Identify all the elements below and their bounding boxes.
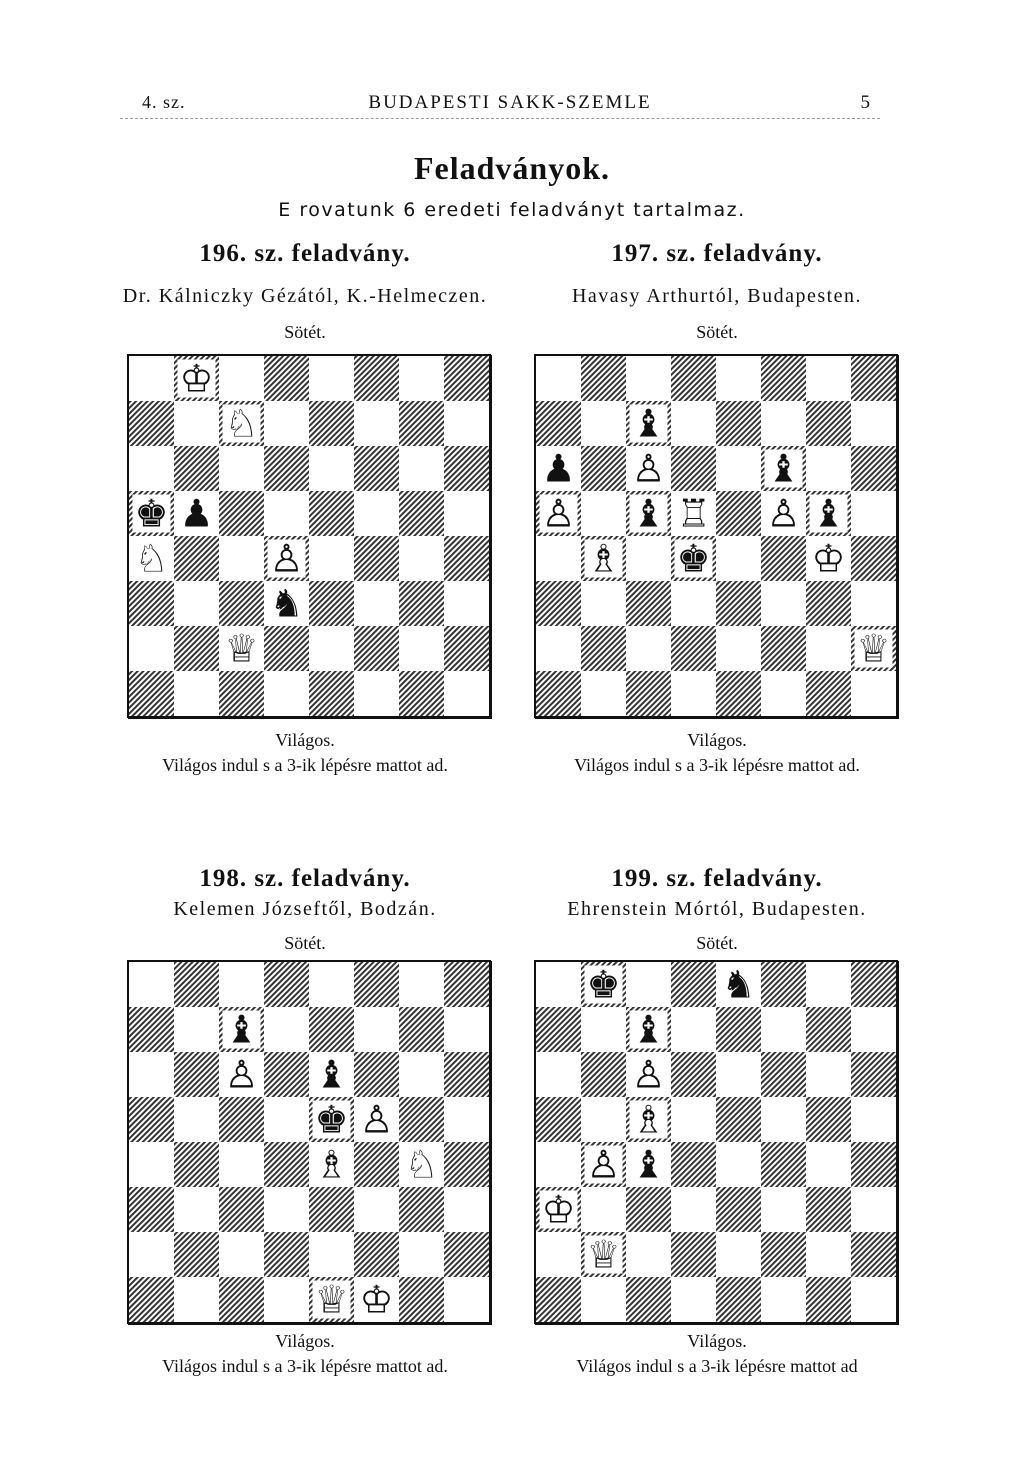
light-square bbox=[851, 1097, 896, 1142]
light-square bbox=[354, 491, 399, 536]
black-pawn-icon: ♟ bbox=[541, 446, 576, 491]
light-square bbox=[581, 401, 626, 446]
white-knight-icon: ♘ bbox=[224, 401, 259, 446]
white-knight-icon: ♘ bbox=[404, 1142, 439, 1187]
light-square bbox=[626, 356, 671, 401]
problem-number: 198. sz. feladvány. bbox=[199, 865, 411, 892]
dark-square bbox=[264, 962, 309, 1007]
dark-square bbox=[761, 536, 806, 581]
white-queen-icon: ♕ bbox=[224, 626, 259, 671]
light-square bbox=[851, 1187, 896, 1232]
black-bishop-icon: ♝ bbox=[631, 1007, 666, 1052]
dark-square bbox=[219, 581, 264, 626]
light-square bbox=[581, 581, 626, 626]
dark-square bbox=[444, 1052, 489, 1097]
dark-square bbox=[219, 491, 264, 536]
dark-square bbox=[174, 1232, 219, 1277]
light-square bbox=[354, 1007, 399, 1052]
chess-board bbox=[127, 960, 491, 1324]
black-label: Sötét. bbox=[284, 933, 326, 953]
light-square bbox=[806, 356, 851, 401]
white-king-icon: ♔ bbox=[811, 536, 846, 581]
dark-square bbox=[129, 1007, 174, 1052]
dark-square bbox=[219, 1277, 264, 1322]
light-square bbox=[761, 671, 806, 716]
dark-square bbox=[399, 1187, 444, 1232]
dark-square bbox=[174, 1052, 219, 1097]
dark-square bbox=[671, 1052, 716, 1097]
dark-square bbox=[536, 401, 581, 446]
white-label: Világos. bbox=[687, 730, 747, 750]
dark-square bbox=[354, 356, 399, 401]
dark-square bbox=[581, 446, 626, 491]
white-pawn-icon: ♙ bbox=[541, 491, 576, 536]
light-square bbox=[626, 962, 671, 1007]
dark-square bbox=[309, 491, 354, 536]
light-square bbox=[264, 1187, 309, 1232]
dark-square bbox=[716, 581, 761, 626]
white-bishop-icon: ♗ bbox=[586, 536, 621, 581]
black-knight-icon: ♞ bbox=[721, 962, 756, 1007]
black-label: Sötét. bbox=[696, 322, 738, 342]
black-king-icon: ♚ bbox=[676, 536, 711, 581]
dark-square bbox=[309, 1007, 354, 1052]
dark-square bbox=[581, 356, 626, 401]
white-queen-icon: ♕ bbox=[586, 1232, 621, 1277]
light-square bbox=[716, 446, 761, 491]
white-bishop-icon: ♗ bbox=[631, 1097, 666, 1142]
dark-square bbox=[399, 581, 444, 626]
light-square bbox=[671, 581, 716, 626]
running-head bbox=[120, 92, 900, 122]
dark-square bbox=[399, 401, 444, 446]
dark-square bbox=[581, 626, 626, 671]
light-square bbox=[399, 446, 444, 491]
dark-square bbox=[806, 1097, 851, 1142]
issue-number: 4. sz. bbox=[142, 92, 186, 112]
dark-square bbox=[354, 1232, 399, 1277]
light-square bbox=[399, 356, 444, 401]
white-king-icon: ♔ bbox=[359, 1277, 394, 1322]
light-square bbox=[264, 1277, 309, 1322]
white-king-icon: ♔ bbox=[179, 356, 214, 401]
light-square bbox=[581, 671, 626, 716]
light-square bbox=[399, 626, 444, 671]
board-grid bbox=[129, 356, 489, 716]
white-king-icon: ♔ bbox=[541, 1187, 576, 1232]
dark-square bbox=[129, 1097, 174, 1142]
dark-square bbox=[354, 626, 399, 671]
black-bishop-icon: ♝ bbox=[811, 491, 846, 536]
dark-square bbox=[761, 1232, 806, 1277]
dark-square bbox=[671, 446, 716, 491]
light-square bbox=[716, 1142, 761, 1187]
light-square bbox=[219, 356, 264, 401]
dark-square bbox=[354, 1052, 399, 1097]
dark-square bbox=[716, 671, 761, 716]
light-square bbox=[309, 626, 354, 671]
black-bishop-icon: ♝ bbox=[314, 1052, 349, 1097]
dark-square bbox=[444, 356, 489, 401]
light-square bbox=[671, 1007, 716, 1052]
light-square bbox=[851, 401, 896, 446]
light-square bbox=[536, 1052, 581, 1097]
dark-square bbox=[716, 491, 761, 536]
light-square bbox=[716, 536, 761, 581]
light-square bbox=[309, 536, 354, 581]
dark-square bbox=[174, 626, 219, 671]
light-square bbox=[264, 401, 309, 446]
light-square bbox=[354, 581, 399, 626]
dark-square bbox=[671, 356, 716, 401]
black-label: Sötét. bbox=[284, 322, 326, 342]
black-king-icon: ♚ bbox=[586, 962, 621, 1007]
problem-condition: Világos indul s a 3-ik lépésre mattot ad. bbox=[574, 755, 860, 775]
light-square bbox=[444, 581, 489, 626]
light-square bbox=[851, 1277, 896, 1322]
light-square bbox=[671, 401, 716, 446]
light-square bbox=[716, 1052, 761, 1097]
dark-square bbox=[219, 1187, 264, 1232]
light-square bbox=[174, 1187, 219, 1232]
dark-square bbox=[761, 962, 806, 1007]
dark-square bbox=[444, 446, 489, 491]
dark-square bbox=[626, 671, 671, 716]
dark-square bbox=[806, 1007, 851, 1052]
light-square bbox=[626, 626, 671, 671]
light-square bbox=[174, 671, 219, 716]
dark-square bbox=[264, 1142, 309, 1187]
dark-square bbox=[264, 356, 309, 401]
dark-square bbox=[671, 1142, 716, 1187]
black-bishop-icon: ♝ bbox=[631, 491, 666, 536]
light-square bbox=[129, 1232, 174, 1277]
dark-square bbox=[671, 626, 716, 671]
light-square bbox=[444, 401, 489, 446]
dark-square bbox=[761, 1052, 806, 1097]
white-pawn-icon: ♙ bbox=[586, 1142, 621, 1187]
problem-author: Dr. Kálniczky Gézától, K.-Helmeczen. bbox=[122, 285, 488, 307]
dark-square bbox=[399, 671, 444, 716]
dark-square bbox=[264, 1052, 309, 1097]
light-square bbox=[309, 1232, 354, 1277]
problem-196 bbox=[110, 240, 500, 780]
light-square bbox=[174, 1007, 219, 1052]
dark-square bbox=[354, 536, 399, 581]
light-square bbox=[806, 626, 851, 671]
light-square bbox=[761, 1097, 806, 1142]
light-square bbox=[174, 581, 219, 626]
problem-number: 199. sz. feladvány. bbox=[611, 865, 823, 892]
light-square bbox=[761, 401, 806, 446]
light-square bbox=[354, 671, 399, 716]
chess-board bbox=[534, 960, 898, 1324]
light-square bbox=[219, 962, 264, 1007]
dark-square bbox=[716, 1097, 761, 1142]
light-square bbox=[129, 356, 174, 401]
problem-author: Havasy Arthurtól, Budapesten. bbox=[571, 285, 863, 307]
white-rook-icon: ♖ bbox=[676, 491, 711, 536]
dark-square bbox=[626, 581, 671, 626]
dark-square bbox=[536, 1277, 581, 1322]
black-bishop-icon: ♝ bbox=[631, 401, 666, 446]
light-square bbox=[761, 1187, 806, 1232]
light-square bbox=[399, 536, 444, 581]
dark-square bbox=[444, 626, 489, 671]
light-square bbox=[716, 626, 761, 671]
section-title: Feladványok. bbox=[413, 150, 611, 186]
dark-square bbox=[851, 536, 896, 581]
light-square bbox=[264, 1007, 309, 1052]
light-square bbox=[219, 536, 264, 581]
light-square bbox=[806, 1232, 851, 1277]
dark-square bbox=[851, 1052, 896, 1097]
dark-square bbox=[851, 356, 896, 401]
light-square bbox=[626, 1232, 671, 1277]
light-square bbox=[444, 1007, 489, 1052]
black-label: Sötét. bbox=[696, 933, 738, 953]
light-square bbox=[851, 491, 896, 536]
problem-condition: Világos indul s a 3-ik lépésre mattot ad. bbox=[162, 755, 448, 775]
dark-square bbox=[806, 1187, 851, 1232]
dark-square bbox=[806, 581, 851, 626]
light-square bbox=[671, 1277, 716, 1322]
light-square bbox=[716, 356, 761, 401]
dark-square bbox=[399, 491, 444, 536]
dark-square bbox=[671, 962, 716, 1007]
dark-square bbox=[761, 626, 806, 671]
light-square bbox=[129, 1052, 174, 1097]
dark-square bbox=[444, 1232, 489, 1277]
white-pawn-icon: ♙ bbox=[631, 446, 666, 491]
dark-square bbox=[174, 536, 219, 581]
black-king-icon: ♚ bbox=[134, 491, 169, 536]
light-square bbox=[851, 671, 896, 716]
dark-square bbox=[399, 1007, 444, 1052]
dark-square bbox=[354, 962, 399, 1007]
light-square bbox=[536, 962, 581, 1007]
dark-square bbox=[671, 1232, 716, 1277]
white-knight-icon: ♘ bbox=[134, 536, 169, 581]
light-square bbox=[129, 446, 174, 491]
problem-condition: Világos indul s a 3-ik lépésre mattot ad. bbox=[162, 1356, 448, 1376]
light-square bbox=[444, 1097, 489, 1142]
light-square bbox=[354, 401, 399, 446]
dark-square bbox=[806, 401, 851, 446]
dark-square bbox=[851, 1142, 896, 1187]
light-square bbox=[174, 401, 219, 446]
white-pawn-icon: ♙ bbox=[269, 536, 304, 581]
dark-square bbox=[264, 446, 309, 491]
dark-square bbox=[264, 1232, 309, 1277]
dark-square bbox=[536, 1097, 581, 1142]
dark-square bbox=[761, 1142, 806, 1187]
white-label: Világos. bbox=[687, 1331, 747, 1351]
light-square bbox=[761, 1007, 806, 1052]
white-queen-icon: ♕ bbox=[314, 1277, 349, 1322]
light-square bbox=[671, 1187, 716, 1232]
light-square bbox=[761, 581, 806, 626]
dark-square bbox=[444, 1142, 489, 1187]
light-square bbox=[581, 1097, 626, 1142]
light-square bbox=[309, 356, 354, 401]
dark-square bbox=[129, 581, 174, 626]
dark-square bbox=[129, 401, 174, 446]
dark-square bbox=[219, 671, 264, 716]
white-pawn-icon: ♙ bbox=[224, 1052, 259, 1097]
black-king-icon: ♚ bbox=[314, 1097, 349, 1142]
white-pawn-icon: ♙ bbox=[359, 1097, 394, 1142]
light-square bbox=[626, 536, 671, 581]
dark-square bbox=[399, 1277, 444, 1322]
dark-square bbox=[851, 446, 896, 491]
light-square bbox=[581, 1187, 626, 1232]
dark-square bbox=[129, 671, 174, 716]
light-square bbox=[219, 1142, 264, 1187]
light-square bbox=[264, 671, 309, 716]
light-square bbox=[174, 1097, 219, 1142]
light-square bbox=[581, 491, 626, 536]
dark-square bbox=[716, 401, 761, 446]
problem-condition: Világos indul s a 3-ik lépésre mattot ad bbox=[576, 1356, 858, 1376]
white-pawn-icon: ♙ bbox=[631, 1052, 666, 1097]
light-square bbox=[129, 1142, 174, 1187]
light-square bbox=[581, 1007, 626, 1052]
light-square bbox=[219, 446, 264, 491]
light-square bbox=[129, 962, 174, 1007]
dark-square bbox=[174, 1142, 219, 1187]
dark-square bbox=[174, 962, 219, 1007]
light-square bbox=[174, 1277, 219, 1322]
light-square bbox=[851, 581, 896, 626]
light-square bbox=[444, 671, 489, 716]
board-grid bbox=[129, 962, 489, 1322]
chess-board bbox=[534, 354, 898, 718]
chess-board bbox=[127, 354, 491, 718]
light-square bbox=[129, 626, 174, 671]
dark-square bbox=[309, 671, 354, 716]
light-square bbox=[536, 1142, 581, 1187]
light-square bbox=[309, 446, 354, 491]
board-grid bbox=[536, 356, 896, 716]
dark-square bbox=[444, 536, 489, 581]
light-square bbox=[536, 536, 581, 581]
problem-author: Ehrenstein Mórtól, Budapesten. bbox=[567, 898, 867, 920]
dark-square bbox=[354, 446, 399, 491]
light-square bbox=[444, 1187, 489, 1232]
light-square bbox=[264, 491, 309, 536]
light-square bbox=[264, 1097, 309, 1142]
problem-198 bbox=[110, 865, 500, 1405]
dark-square bbox=[581, 1052, 626, 1097]
light-square bbox=[444, 1277, 489, 1322]
dark-square bbox=[536, 1007, 581, 1052]
dark-square bbox=[444, 962, 489, 1007]
light-square bbox=[851, 1007, 896, 1052]
problem-199 bbox=[522, 865, 912, 1405]
dark-square bbox=[264, 626, 309, 671]
black-knight-icon: ♞ bbox=[269, 581, 304, 626]
light-square bbox=[536, 1232, 581, 1277]
dark-square bbox=[761, 356, 806, 401]
light-square bbox=[716, 1232, 761, 1277]
dark-square bbox=[806, 1277, 851, 1322]
header-rule bbox=[120, 118, 880, 119]
dark-square bbox=[309, 581, 354, 626]
light-square bbox=[536, 356, 581, 401]
dark-square bbox=[129, 1187, 174, 1232]
dark-square bbox=[354, 1142, 399, 1187]
light-square bbox=[806, 446, 851, 491]
dark-square bbox=[536, 671, 581, 716]
dark-square bbox=[399, 1097, 444, 1142]
dark-square bbox=[626, 1277, 671, 1322]
dark-square bbox=[851, 1232, 896, 1277]
light-square bbox=[309, 962, 354, 1007]
light-square bbox=[806, 1052, 851, 1097]
light-square bbox=[354, 1187, 399, 1232]
problem-197 bbox=[522, 240, 912, 780]
light-square bbox=[444, 491, 489, 536]
dark-square bbox=[129, 1277, 174, 1322]
dark-square bbox=[309, 401, 354, 446]
white-bishop-icon: ♗ bbox=[314, 1142, 349, 1187]
white-queen-icon: ♕ bbox=[856, 626, 891, 671]
black-bishop-icon: ♝ bbox=[631, 1142, 666, 1187]
dark-square bbox=[536, 581, 581, 626]
light-square bbox=[806, 962, 851, 1007]
problem-number: 196. sz. feladvány. bbox=[199, 240, 411, 267]
dark-square bbox=[219, 1097, 264, 1142]
light-square bbox=[399, 1232, 444, 1277]
board-grid bbox=[536, 962, 896, 1322]
light-square bbox=[671, 671, 716, 716]
light-square bbox=[806, 1142, 851, 1187]
journal-title: BUDAPESTI SAKK-SZEMLE bbox=[368, 92, 652, 113]
dark-square bbox=[309, 1187, 354, 1232]
dark-square bbox=[174, 446, 219, 491]
section-subtitle: E rovatunk 6 eredeti feladványt tartalmaz. bbox=[278, 199, 746, 221]
dark-square bbox=[806, 671, 851, 716]
light-square bbox=[219, 1232, 264, 1277]
light-square bbox=[581, 1277, 626, 1322]
black-bishop-icon: ♝ bbox=[766, 446, 801, 491]
black-pawn-icon: ♟ bbox=[179, 491, 214, 536]
page-number: 5 bbox=[860, 92, 870, 113]
light-square bbox=[671, 1097, 716, 1142]
dark-square bbox=[716, 1277, 761, 1322]
light-square bbox=[399, 962, 444, 1007]
white-label: Világos. bbox=[275, 1331, 335, 1351]
light-square bbox=[399, 1052, 444, 1097]
black-bishop-icon: ♝ bbox=[224, 1007, 259, 1052]
white-pawn-icon: ♙ bbox=[766, 491, 801, 536]
white-label: Világos. bbox=[275, 730, 335, 750]
problem-number: 197. sz. feladvány. bbox=[611, 240, 823, 267]
dark-square bbox=[716, 1007, 761, 1052]
light-square bbox=[761, 1277, 806, 1322]
light-square bbox=[536, 626, 581, 671]
dark-square bbox=[716, 1187, 761, 1232]
dark-square bbox=[851, 962, 896, 1007]
dark-square bbox=[626, 1187, 671, 1232]
problem-author: Kelemen Józseftől, Bodzán. bbox=[173, 898, 437, 920]
